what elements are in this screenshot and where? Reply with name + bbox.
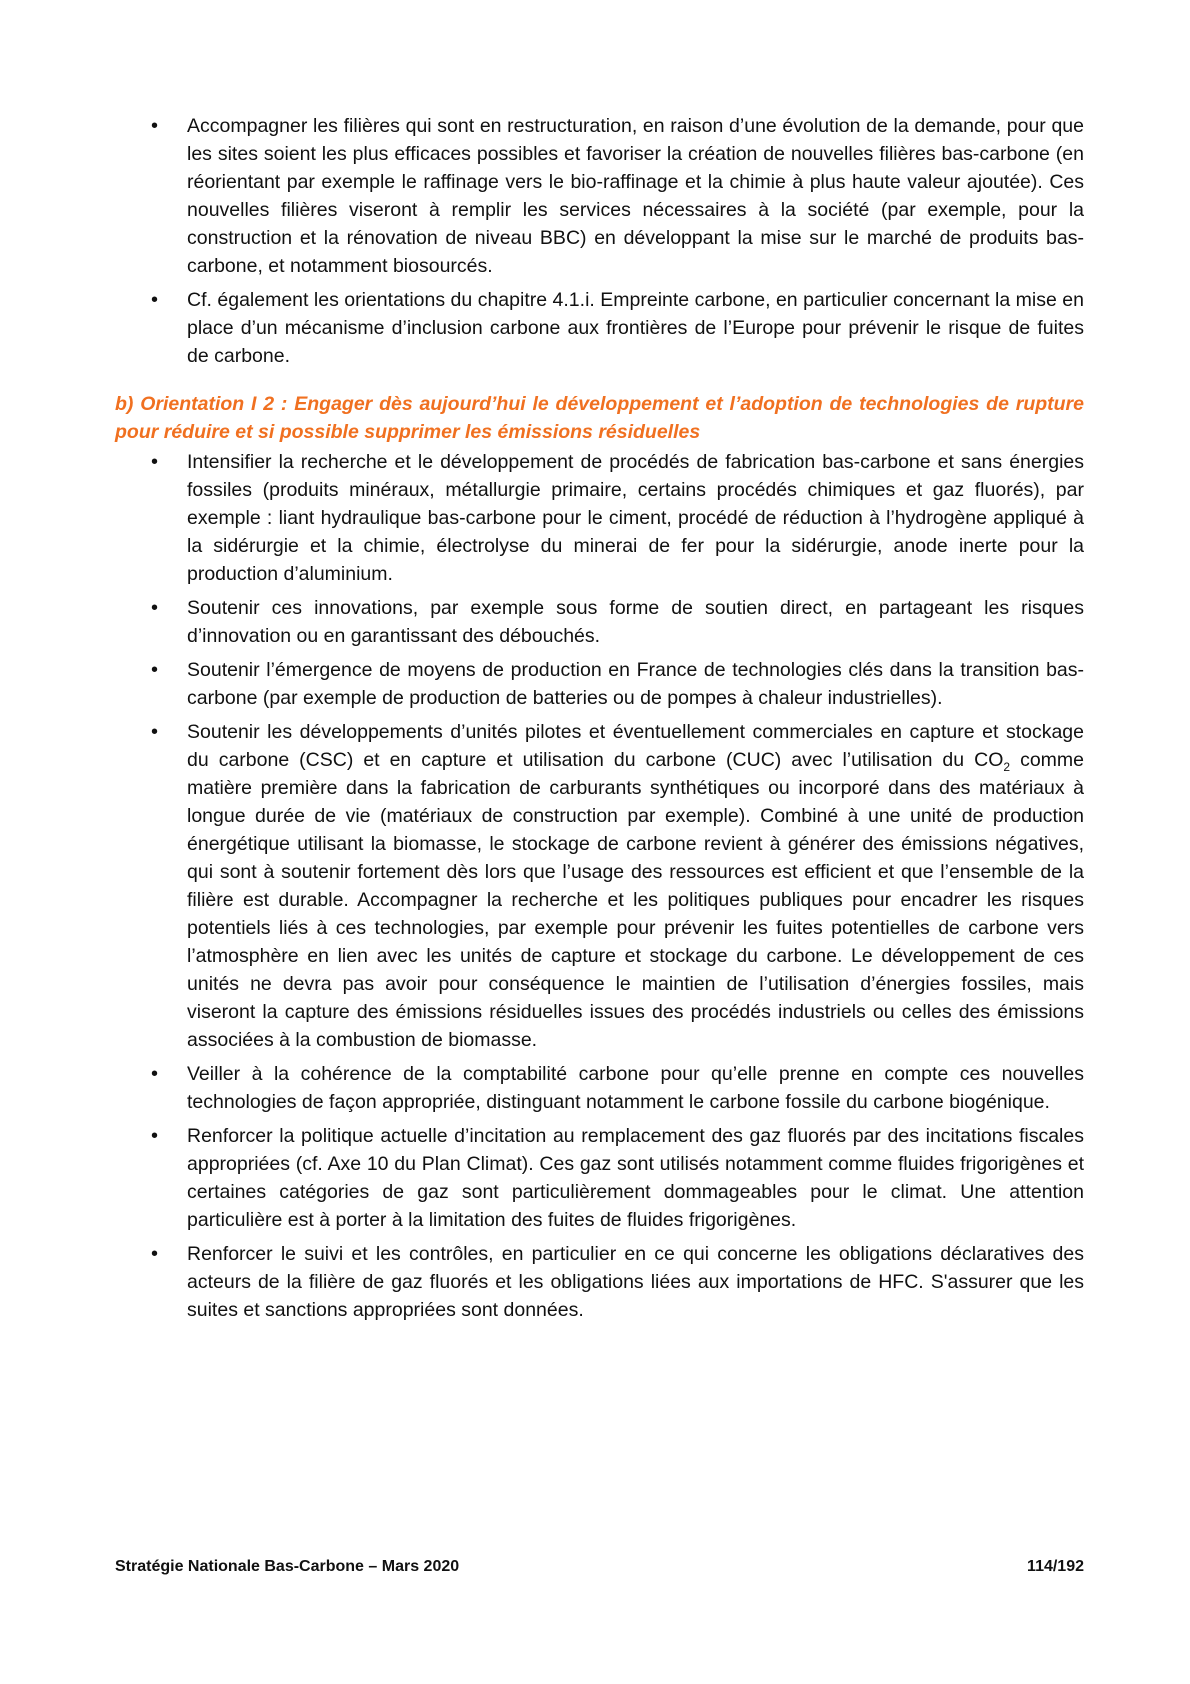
bullet-icon: • bbox=[151, 1063, 159, 1085]
bullet-icon: • bbox=[151, 289, 159, 311]
page-footer bbox=[115, 1558, 1084, 1576]
list-item bbox=[115, 656, 1084, 712]
ccs-text-before: Soutenir les développements d’unités pilotes et éventuellement commerciales en capture et stockage du carbone (CSC) et en capture et utilisation du carbone (CUC) avec l’utilisation du CO bbox=[187, 721, 1084, 771]
list-item bbox=[115, 286, 1084, 370]
list-item-text: Accompagner les filières qui sont en restructuration, en raison d’une évolution de la demande, pour que les sites soient les plus efficaces possibles et favoriser la création de nouvelles filières bas-carbone (en réorientant par exemple le raffinage vers le bio-raffinage et la chimie à plus haute valeur ajoutée). Ces nouvelles filières viseront à remplir les services nécessaires à la société (par exemple, pour la construction et la rénovation de niveau BBC) en développant la mise sur le marché de produits bas-carbone, et notamment biosourcés. bbox=[187, 115, 1084, 277]
page-content bbox=[115, 112, 1084, 1330]
bullet-icon: • bbox=[151, 115, 159, 137]
list-item-text: Intensifier la recherche et le développement de procédés de fabrication bas-carbone et sans énergies fossiles (produits minéraux, métallurgie primaire, certains procédés chimiques et gaz fluorés), par exemple : liant hydraulique bas-carbone pour le ciment, procédé de réduction à l’hydrogène appliqué à la sidérurgie et la chimie, électrolyse du minerai de fer pour la sidérurgie, anode inerte pour la production d’aluminium. bbox=[187, 451, 1084, 585]
list-item-text: Renforcer la politique actuelle d’incitation au remplacement des gaz fluorés par des incitations fiscales appropriées (cf. Axe 10 du Plan Climat). Ces gaz sont utilisés notamment comme fluides frigorigènes et certaines catégories de gaz sont particulièrement dommageables pour le climat. Une attention particulière est à porter à la limitation des fuites de fluides frigorigènes. bbox=[187, 1125, 1084, 1231]
section-heading: b) Orientation I 2 : Engager dès aujourd’hui le développement et l’adoption de technologies de rupture pour réduire et si possible supprimer les émissions résiduelles bbox=[115, 393, 1084, 443]
list-item-text: Cf. également les orientations du chapitre 4.1.i. Empreinte carbone, en particulier concernant la mise en place d’un mécanisme d’inclusion carbone aux frontières de l’Europe pour prévenir le risque de fuites de carbone. bbox=[187, 289, 1084, 367]
bullet-icon: • bbox=[151, 659, 159, 681]
bullet-list-1 bbox=[115, 112, 1084, 370]
list-item-text: Soutenir l’émergence de moyens de production en France de technologies clés dans la transition bas-carbone (par exemple de production de batteries ou de pompes à chaleur industrielles). bbox=[187, 659, 1084, 709]
list-item-text: Renforcer le suivi et les contrôles, en particulier en ce qui concerne les obligations déclaratives des acteurs de la filière de gaz fluorés et les obligations liées aux importations de HFC. S'assurer que les suites et sanctions appropriées sont données. bbox=[187, 1243, 1084, 1321]
bullet-icon: • bbox=[151, 451, 159, 473]
list-item bbox=[115, 1122, 1084, 1234]
co2-subscript: 2 bbox=[1003, 759, 1011, 774]
list-item bbox=[115, 112, 1084, 280]
bullet-list-2 bbox=[115, 448, 1084, 1324]
bullet-icon: • bbox=[151, 1125, 159, 1147]
footer-title: Stratégie Nationale Bas-Carbone – Mars 2020 bbox=[115, 1558, 460, 1575]
page-number: 114/192 bbox=[1027, 1558, 1084, 1575]
bullet-icon: • bbox=[151, 721, 159, 743]
list-item-text: Veiller à la cohérence de la comptabilité carbone pour qu’elle prenne en compte ces nouvelles technologies de façon appropriée, distinguant notamment le carbone fossile du carbone biogénique. bbox=[187, 1063, 1084, 1113]
list-item bbox=[115, 1240, 1084, 1324]
list-item-text: Soutenir ces innovations, par exemple sous forme de soutien direct, en partageant les risques d’innovation ou en garantissant des débouchés. bbox=[187, 597, 1084, 647]
list-item bbox=[115, 1060, 1084, 1116]
bullet-icon: • bbox=[151, 597, 159, 619]
list-item-ccs bbox=[115, 718, 1084, 1054]
bullet-icon: • bbox=[151, 1243, 159, 1265]
list-item bbox=[115, 448, 1084, 588]
list-item bbox=[115, 594, 1084, 650]
ccs-text-after: comme matière première dans la fabrication de carburants synthétiques ou incorporé dans des matériaux à longue durée de vie (matériaux de construction par exemple). Combiné à une unité de production énergétique utilisant la biomasse, le stockage de carbone revient à générer des émissions négatives, qui sont à soutenir fortement dès lors que l’usage des ressources est efficient et que l’ensemble de la filière est durable. Accompagner la recherche et les politiques publiques pour encadrer les risques potentiels liés à ces technologies, par exemple pour prévenir les fuites potentielles de carbone vers l’atmosphère en lien avec les unités de capture et stockage du carbone. Le développement de ces unités ne devra pas avoir pour conséquence le maintien de l’utilisation d’énergies fossiles, mais viseront la capture des émissions résiduelles issues des procédés industriels ou celles des émissions associées à la combustion de biomasse. bbox=[187, 749, 1084, 1051]
